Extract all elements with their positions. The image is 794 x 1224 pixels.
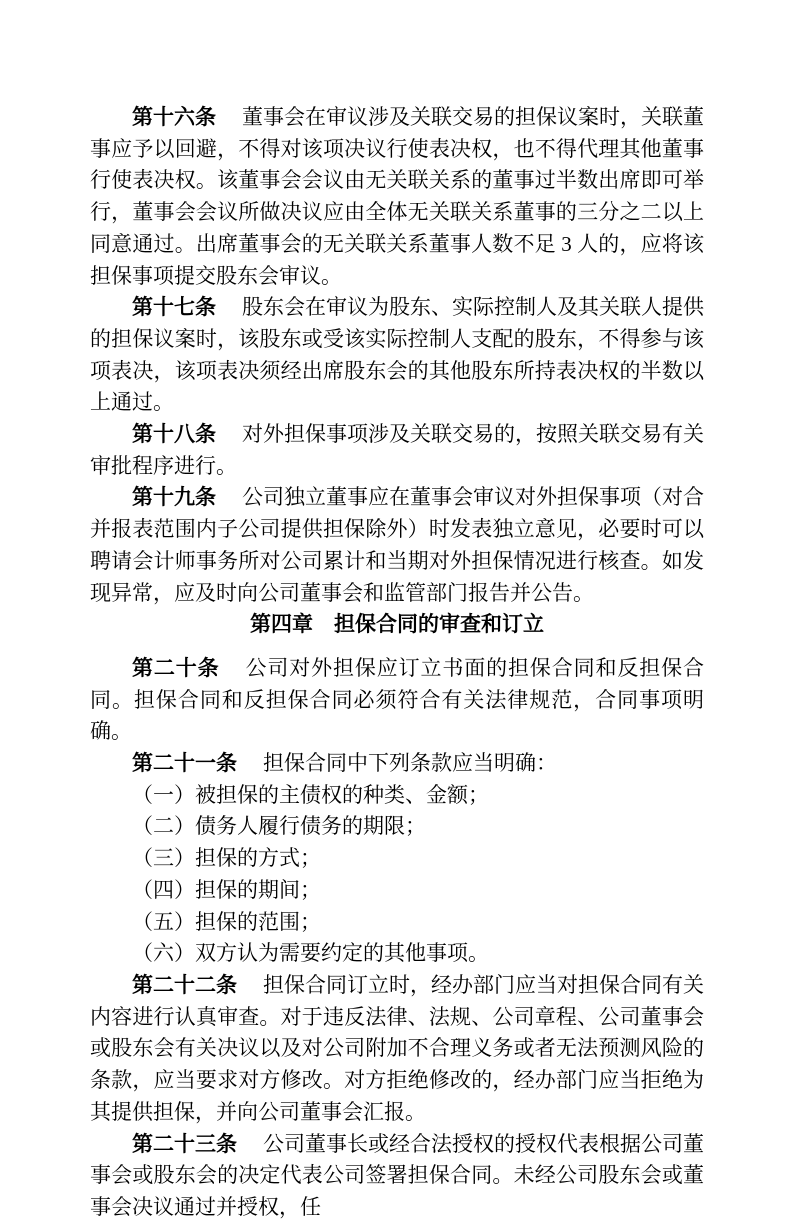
article-17-paragraph	[90, 292, 704, 419]
article-19-paragraph	[90, 482, 704, 609]
clause-item-6: （六）双方认为需要约定的其他事项。	[132, 941, 489, 966]
article-20-number: 第二十条	[132, 655, 220, 680]
article-22-paragraph	[90, 970, 704, 1129]
article-23-paragraph	[90, 1129, 704, 1224]
article-21-number: 第二十一条	[132, 751, 237, 776]
article-21-text: 担保合同中下列条款应当明确：	[263, 751, 557, 776]
article-16-text: 董事会在审议涉及关联交易的担保议案时，关联董事应予以回避，不得对该项决议行使表决权，也不得代理其他董事行使表决权。该董事会会议由无关联关系的董事过半数出席即可举行，董事会会议所做决议应由全体无关联关系董事的三分之二以上同意通过。出席董事会的无关联关系董事人数不足 3 人的，应将该担保事项提交股东会审议。	[90, 105, 704, 288]
clause-item-1: （一）被担保的主债权的种类、金额；	[132, 782, 489, 807]
article-21-paragraph	[90, 748, 704, 780]
article-20-paragraph	[90, 653, 704, 748]
article-16-number: 第十六条	[132, 105, 216, 129]
article-22-text: 担保合同订立时，经办部门应当对担保合同有关内容进行认真审查。对于违反法律、法规、公司章程、公司董事会或股东会有关决议以及对公司附加不合理义务或者无法预测风险的条款，应当要求对方修改。对方拒绝修改的，经办部门应当拒绝为其提供担保，并向公司董事会汇报。	[90, 972, 704, 1124]
clause-item-2: （二）债务人履行债务的期限；	[132, 814, 426, 839]
article-19-number: 第十九条	[132, 485, 216, 510]
article-16-paragraph	[90, 102, 704, 292]
article-18-number: 第十八条	[132, 422, 216, 447]
article-22-number: 第二十二条	[132, 972, 237, 997]
article-20-text: 公司对外担保应订立书面的担保合同和反担保合同。担保合同和反担保合同必须符合有关法律规范，合同事项明确。	[90, 655, 704, 744]
article-23-number: 第二十三条	[132, 1131, 237, 1156]
article-17-text: 股东会在审议为股东、实际控制人及其关联人提供的担保议案时，该股东或受该实际控制人支配的股东，不得参与该项表决，该项表决须经出席股东会的其他股东所持表决权的半数以上通过。	[90, 295, 704, 415]
article-23-text: 公司董事长或经合法授权的授权代表根据公司董事会或股东会的决定代表公司签署担保合同。未经公司股东会或董事会决议通过并授权，任	[90, 1131, 704, 1219]
clause-item-5: （五）担保的范围；	[132, 909, 321, 934]
clause-item-3: （三）担保的方式；	[132, 846, 321, 871]
article-18-paragraph	[90, 419, 704, 482]
article-17-number: 第十七条	[132, 295, 216, 320]
chapter-4-heading: 第四章 担保合同的审查和订立	[250, 612, 544, 637]
article-19-text: 公司独立董事应在董事会审议对外担保事项（对合并报表范围内子公司提供担保除外）时发表独立意见，必要时可以聘请会计师事务所对公司累计和当期对外担保情况进行核查。如发现异常，应及时向公司董事会和监管部门报告并公告。	[90, 485, 704, 605]
article-18-text: 对外担保事项涉及关联交易的，按照关联交易有关审批程序进行。	[90, 422, 704, 478]
clause-item-4: （四）担保的期间；	[132, 877, 321, 902]
